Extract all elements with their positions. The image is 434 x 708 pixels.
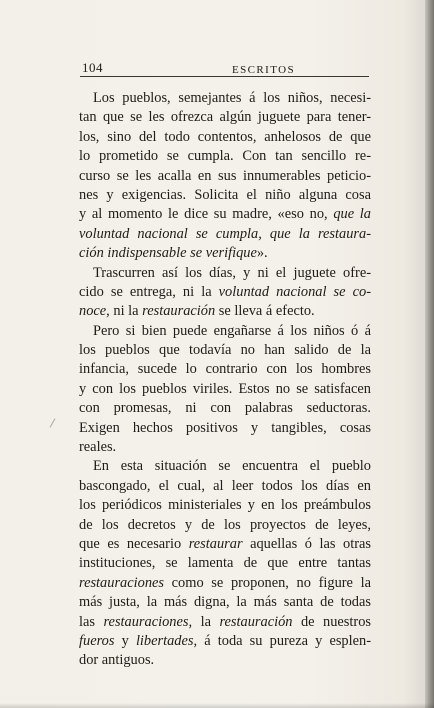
text-line <box>79 322 371 341</box>
text-run: y al momento le dice su madre, «eso no, <box>79 206 334 223</box>
text-line <box>79 632 371 651</box>
text-run: , ni la <box>106 303 143 320</box>
page-gutter-shadow <box>425 0 434 708</box>
text-run: y <box>114 632 136 649</box>
text-run: Pero si bien puede engañarse á los niños ó á <box>93 322 371 339</box>
text-run: más justa, la más digna, la más santa de todas <box>79 594 371 611</box>
text-run: los, sino del todo contentos, anhelosos de que <box>79 128 371 145</box>
text-run: se lleva á efecto. <box>215 303 315 320</box>
text-run: los periódicos ministeriales y en los preámbulos <box>79 497 371 514</box>
text-line <box>79 438 371 457</box>
text-run: de nuestros <box>292 613 371 630</box>
text-line <box>79 244 371 263</box>
running-title: ESCRITOS <box>232 64 295 76</box>
text-line <box>79 167 371 186</box>
text-line <box>79 89 371 108</box>
text-line <box>79 283 371 302</box>
text-run: y con los pueblos viriles. Estos no se satisfacen <box>79 380 371 397</box>
italic-phrase: restauración <box>142 303 216 320</box>
text-run: nes y exigencias. Solicita el niño alguna cosa <box>79 186 371 203</box>
text-run: curso se les acalla en sus innumerables peticio- <box>79 167 371 184</box>
text-run: á toda su pureza y esplen- <box>197 632 371 649</box>
text-run: reales. <box>79 439 117 456</box>
italic-phrase: restaurar <box>188 535 243 552</box>
italic-phrase: restauraciones, <box>103 613 193 630</box>
italic-phrase: que la <box>333 206 371 223</box>
text-line <box>79 574 371 593</box>
italic-phrase: libertades, <box>135 632 198 649</box>
italic-phrase: voluntad nacional se cumpla, que la restaura- <box>79 225 371 242</box>
text-line <box>79 128 371 147</box>
text-line <box>79 205 371 224</box>
text-run: cido se entrega, ni la <box>79 283 219 300</box>
text-run: bascongado, el cual, al leer todos los días en <box>79 477 371 494</box>
text-line <box>79 554 371 573</box>
text-line <box>79 360 371 379</box>
italic-phrase: restauraciones <box>79 574 165 591</box>
text-line <box>79 380 371 399</box>
text-line <box>79 399 371 418</box>
text-line <box>79 477 371 496</box>
running-header <box>82 56 370 76</box>
text-line <box>79 593 371 612</box>
page-number: 104 <box>82 60 103 75</box>
text-run: con promesas, ni con palabras seductoras. <box>79 400 371 417</box>
ink-mark <box>50 418 56 427</box>
page-bottom-shadow <box>0 703 434 708</box>
text-run: lo prometido se cumpla. Con tan sencillo re- <box>79 148 371 165</box>
text-run: infancia, sucede lo contrario con los hombres <box>79 361 371 378</box>
text-line <box>79 302 371 321</box>
text-run: la <box>192 613 220 630</box>
text-run: aquellas ó las otras <box>242 535 371 552</box>
text-run: que es necesario <box>79 535 189 552</box>
text-line <box>79 613 371 632</box>
text-line <box>79 147 371 166</box>
text-line <box>79 496 371 515</box>
text-run: de los decretos y de los proyectos de leyes, <box>79 516 371 533</box>
italic-phrase: ción indispensable se verifique <box>79 245 257 262</box>
text-line <box>79 186 371 205</box>
text-line <box>79 651 371 670</box>
text-run: Los pueblos, semejantes á los niños, necesi- <box>93 90 371 106</box>
text-line <box>79 341 371 360</box>
text-line <box>79 419 371 438</box>
text-line <box>79 457 371 476</box>
body-text <box>79 89 371 671</box>
text-run: los pueblos que todavía no han salido de la <box>79 342 371 359</box>
italic-phrase: voluntad nacional se co- <box>218 283 371 300</box>
italic-phrase: restauración <box>219 613 293 630</box>
text-line <box>79 108 371 127</box>
text-run: ». <box>256 245 268 262</box>
header-rule <box>80 76 369 77</box>
text-line <box>79 516 371 535</box>
text-line <box>79 264 371 283</box>
text-line <box>79 535 371 554</box>
text-run: tan que se les ofrezca algún juguete para tener- <box>79 109 371 126</box>
text-run: Exigen hechos positivos y tangibles, cosas <box>79 419 371 436</box>
text-run: las <box>79 613 104 630</box>
text-line <box>79 225 371 244</box>
italic-phrase: fueros <box>79 632 115 649</box>
text-run: instituciones, se lamenta de que entre tantas <box>79 555 371 572</box>
text-run: dor antiguos. <box>79 652 155 669</box>
italic-phrase: noce <box>79 303 107 320</box>
text-run: En esta situación se encuentra el pueblo <box>93 458 371 475</box>
text-run: Trascurren así los días, y ni el juguete ofre- <box>93 264 371 281</box>
text-run: como se proponen, no figure la <box>164 574 371 591</box>
